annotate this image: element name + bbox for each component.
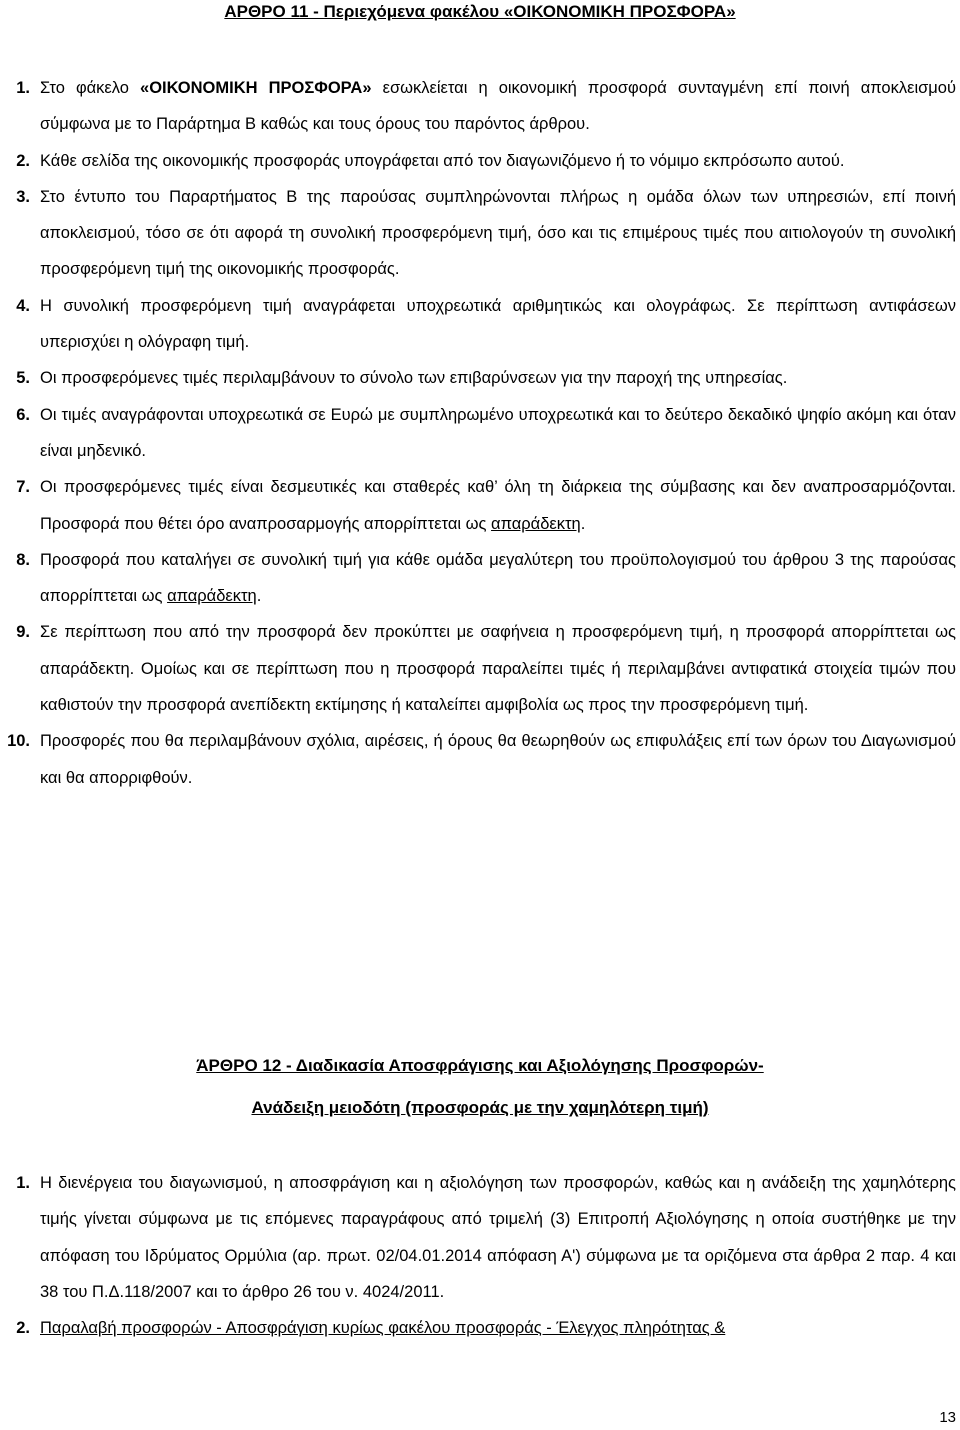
list-item [0, 288, 960, 361]
item-number: 2. [16, 1319, 30, 1338]
item-text: Προσφορά που καταλήγει σε συνολική τιμή για κάθε ομάδα μεγαλύτερη του προϋπολογισμού του άρθρου 3 της παρούσας απορρίπτεται ως [40, 550, 956, 606]
item-text: Οι προσφερόμενες τιμές είναι δεσμευτικές και σταθερές καθ’ όλη τη διάρκεια της σύμβασης και δεν αναπροσαρμόζονται. Προσφορά που θέτει όρο αναπροσαρμογής απορρίπτεται ως [40, 478, 956, 533]
item-text: Στο έντυπο του Παραρτήματος Β της παρούσας συμπληρώνονται πλήρως η ομάδα όλων των υπηρεσιών, επί ποινή αποκλεισμού, τόσο σε ότι αφορά τη συνολική προσφερόμενη τιμή, όσο και τις επιμέρους τιμές που αιτιολογούν τη συνολική προσφερόμενη τιμή της οικονομικής προσφοράς. [40, 187, 956, 279]
item-text: Στο φάκελο [40, 79, 141, 97]
article-12-list [0, 1165, 960, 1346]
item-text: Σε περίπτωση που από την προσφορά δεν προκύπτει με σαφήνεια η προσφερόμενη τιμή, η προσφορά απορρίπτεται ως απαράδεκτη. Ομοίως και σε περίπτωση που η προσφορά παραλείπει τιμές ή περιλαμβάνει αντιφατικά στοιχεία τιμών που καθιστούν την προσφορά ανεπίδεκτη εκτίμησης ή καταλείπει αμφιβολία ως προς την προσφερόμενη τιμή. [40, 623, 956, 715]
item-text: . [256, 587, 262, 606]
list-item [0, 614, 960, 723]
item-text: Προσφορές που θα περιλαμβάνουν σχόλια, αιρέσεις, ή όρους θα θεωρηθούν ως επιφυλάξεις επί των όρων του Διαγωνισμού και θα απορριφθούν. [40, 732, 956, 787]
article-12-title-line-1: ΆΡΘΡΟ 12 - Διαδικασία Αποσφράγισης και Αξιολόγησης Προσφορών- [196, 1056, 764, 1075]
item-number: 3. [16, 187, 30, 206]
list-item [0, 542, 960, 615]
item-number: 1. [16, 79, 30, 97]
item-text-underlined: Παραλαβή προσφορών - Αποσφράγιση κυρίως φακέλου προσφοράς - Έλεγχος πληρότητας & [40, 1319, 726, 1338]
list-item [0, 723, 960, 796]
item-number: 10. [7, 732, 30, 751]
item-text: Οι τιμές αναγράφονται υποχρεωτικά σε Ευρώ με συμπληρωμένο υποχρεωτικά και το δεύτερο δεκαδικό ψηφίο ακόμη και όταν είναι μηδενικό. [40, 405, 956, 460]
item-number: 4. [16, 296, 30, 315]
item-number: 1. [16, 1174, 30, 1192]
item-number: 7. [16, 478, 30, 497]
item-text-underlined: απαράδεκτη [491, 514, 581, 533]
list-item [0, 1310, 960, 1346]
item-number: 6. [16, 405, 30, 424]
list-item [0, 360, 960, 396]
item-number: 5. [16, 369, 30, 388]
list-item [0, 469, 960, 542]
list-item [0, 397, 960, 470]
list-item [0, 179, 960, 288]
item-text-underlined: απαράδεκτη [167, 587, 257, 606]
article-11-list [0, 70, 960, 796]
list-item [0, 143, 960, 179]
article-11-title: ΑΡΘΡΟ 11 - Περιεχόμενα φακέλου «ΟΙΚΟΝΟΜΙΚΗ ΠΡΟΣΦΟΡΑ» [224, 2, 736, 21]
item-number: 8. [16, 550, 30, 569]
item-text: . [580, 514, 586, 533]
item-text: εσωκλείεται η οικονομική προσφορά συνταγμένη επί ποινή αποκλεισμού σύμφωνα με το Παράρτημα Β καθώς και τους όρους του παρόντος άρθρου. [40, 79, 957, 134]
page-number: 13 [939, 1409, 956, 1426]
list-item [0, 1165, 960, 1310]
list-item [0, 70, 960, 143]
item-text: Κάθε σελίδα της οικονομικής προσφοράς υπογράφεται από τον διαγωνιζόμενο ή το νόμιμο εκπρόσωπο αυτού. [40, 151, 845, 170]
item-text: Οι προσφερόμενες τιμές περιλαμβάνουν το σύνολο των επιβαρύνσεων για την παροχή της υπηρεσίας. [40, 369, 788, 388]
item-text: Η διενέργεια του διαγωνισμού, η αποσφράγιση και η αξιολόγηση των προσφορών, καθώς και η ανάδειξη της χαμηλότερης τιμής γίνεται σύμφωνα με τις επόμενες παραγράφους από τριμελή (3) Επιτροπή Αξιολόγησης η οποία συστήθηκε με την απόφαση του Ιδρύματος Ορμύλια (αρ. πρωτ. 02/04.01.2014 απόφαση Α') σύμφωνα με τα οριζόμενα στα άρθρα 2 παρ. 4 και 38 του Π.Δ.118/2007 και το άρθρο 26 του ν. 4024/2011. [40, 1174, 956, 1301]
item-number: 9. [16, 623, 30, 642]
item-number: 2. [16, 151, 30, 170]
item-text: Η συνολική προσφερόμενη τιμή αναγράφεται υποχρεωτικά αριθμητικώς και ολογράφως. Σε περίπτωση αντιφάσεων υπερισχύει η ολόγραφη τιμή. [40, 296, 956, 352]
item-text-bold: «ΟΙΚΟΝΟΜΙΚΗ ΠΡΟΣΦΟΡΑ» [140, 79, 372, 97]
article-12-title-line-2: Ανάδειξη μειοδότη (προσφοράς με την χαμηλότερη τιμή) [251, 1098, 709, 1117]
